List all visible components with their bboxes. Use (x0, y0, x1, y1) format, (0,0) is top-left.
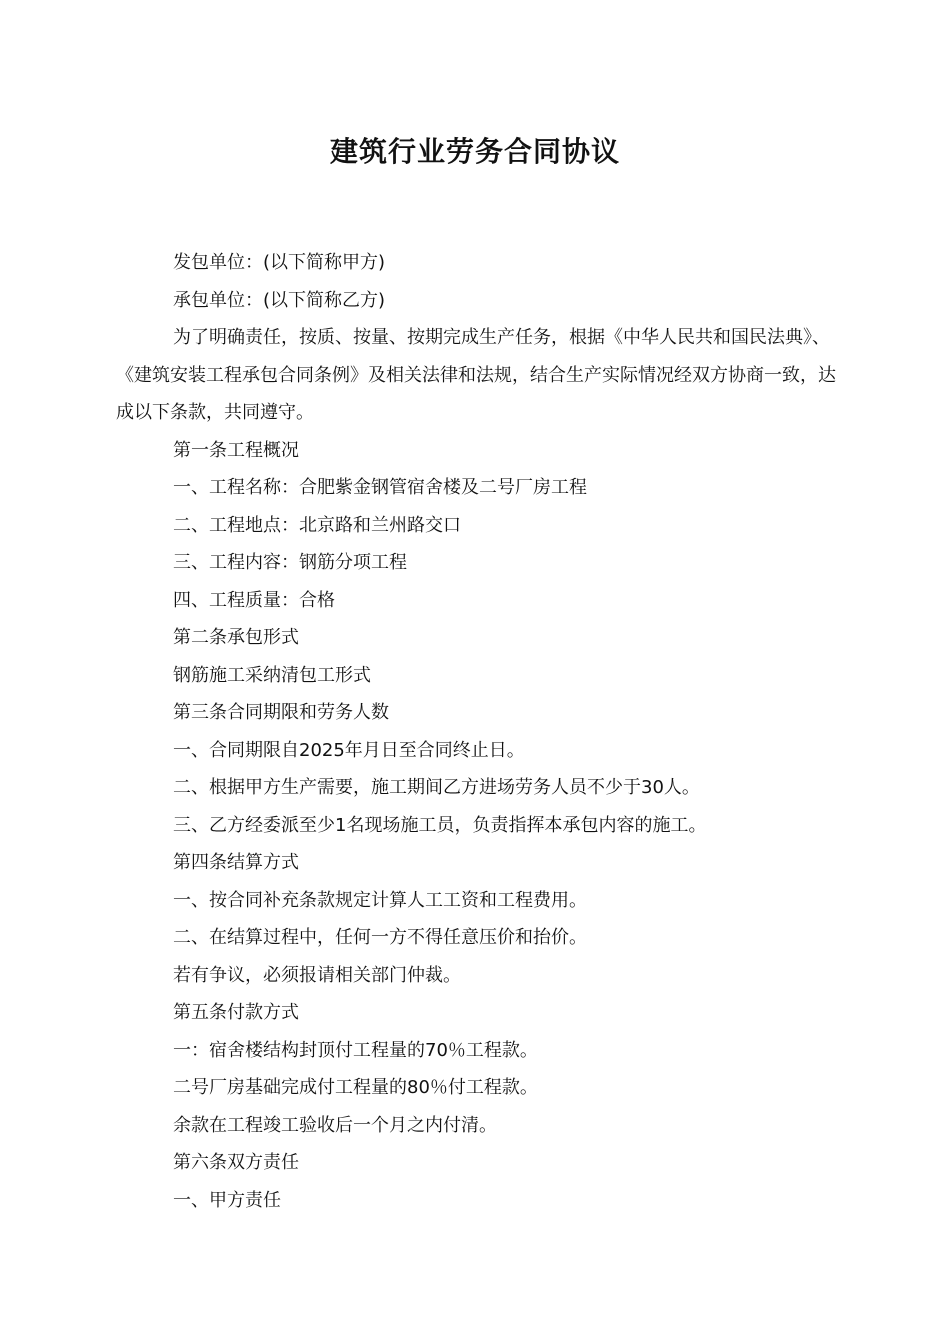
section-heading-5: 第五条付款方式 (173, 1002, 299, 1023)
paragraph-project-name: 一、工程名称：合肥紫金钢管宿舍楼及二号厂房工程 (173, 477, 587, 498)
paragraph-project-quality: 四、工程质量：合格 (173, 589, 335, 611)
paragraph-party-a-duty: 一、甲方责任 (173, 1189, 281, 1211)
section-heading-6: 第六条双方责任 (173, 1152, 299, 1173)
paragraph-workforce: 二、根据甲方生产需要，施工期间乙方进场劳务人员不少于30人。 (173, 777, 700, 798)
paragraph-preamble: 为了明确责任，按质、按量、按期完成生产任务，根据《中华人民共和国民法典》、《建筑安装工程承包合同条例》及相关法律和法规，结合生产实际情况经双方协商一致，达成以下条款，共同遵守。 (116, 327, 836, 423)
paragraph-subcontractor: 承包单位：(以下简称乙方) (173, 289, 386, 311)
paragraph-project-location: 二、工程地点：北京路和兰州路交口 (173, 514, 461, 536)
paragraph-payment-factory: 二号厂房基础完成付工程量的80％付工程款。 (173, 1077, 538, 1098)
paragraph-settlement-price: 二、在结算过程中，任何一方不得任意压价和抬价。 (173, 927, 587, 948)
paragraph-term: 一、合同期限自2025年月日至合同终止日。 (173, 739, 525, 761)
paragraph-contract-form: 钢筋施工采纳清包工形式 (173, 664, 371, 686)
paragraph-payment-balance: 余款在工程竣工验收后一个月之内付清。 (173, 1114, 497, 1136)
section-heading-2: 第二条承包形式 (173, 627, 299, 648)
section-heading-4: 第四条结算方式 (173, 852, 299, 873)
section-heading-3: 第三条合同期限和劳务人数 (173, 702, 389, 723)
paragraph-settlement-calc: 一、按合同补充条款规定计算人工工资和工程费用。 (173, 889, 587, 911)
document-body (116, 244, 836, 1219)
section-heading-1: 第一条工程概况 (173, 439, 299, 461)
paragraph-payment-dorm: 一：宿舍楼结构封顶付工程量的70％工程款。 (173, 1039, 538, 1061)
paragraph-dispute: 若有争议，必须报请相关部门仲裁。 (173, 964, 461, 986)
paragraph-site-supervisor: 三、乙方经委派至少1名现场施工员，负责指挥本承包内容的施工。 (173, 814, 707, 836)
paragraph-project-content: 三、工程内容：钢筋分项工程 (173, 552, 407, 573)
document-title: 建筑行业劳务合同协议 (329, 135, 620, 168)
paragraph-contractor: 发包单位：(以下简称甲方) (173, 252, 386, 273)
